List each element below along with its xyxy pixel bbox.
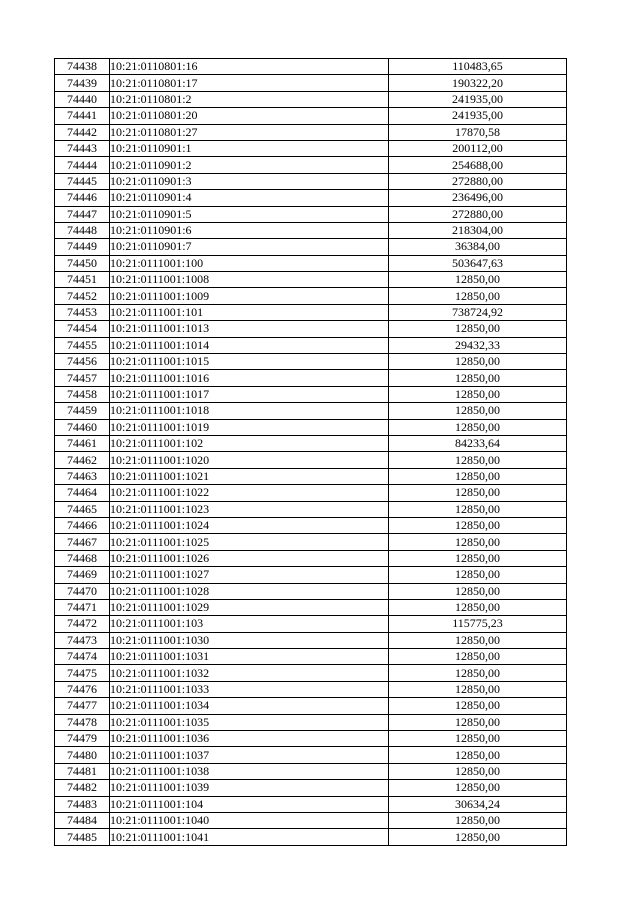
value-cell: 17870,58 (389, 124, 567, 140)
table-row (55, 222, 567, 238)
row-number-cell: 74468 (55, 550, 110, 566)
table-row (55, 140, 567, 156)
table-row (55, 337, 567, 353)
row-number-cell: 74467 (55, 534, 110, 550)
row-number-cell: 74476 (55, 681, 110, 697)
cadastral-number-cell: 10:21:0111001:1039 (110, 780, 389, 796)
value-cell: 12850,00 (389, 829, 567, 845)
value-cell: 12850,00 (389, 780, 567, 796)
row-number-cell: 74475 (55, 665, 110, 681)
row-number-cell: 74465 (55, 501, 110, 517)
value-cell: 12850,00 (389, 485, 567, 501)
table-row (55, 763, 567, 779)
table-row (55, 124, 567, 140)
table-row (55, 304, 567, 320)
value-cell: 12850,00 (389, 747, 567, 763)
row-number-cell: 74457 (55, 370, 110, 386)
value-cell: 12850,00 (389, 763, 567, 779)
value-cell: 30634,24 (389, 796, 567, 812)
value-cell: 12850,00 (389, 288, 567, 304)
row-number-cell: 74445 (55, 173, 110, 189)
value-cell: 12850,00 (389, 698, 567, 714)
cadastral-number-cell: 10:21:0111001:1035 (110, 714, 389, 730)
table-row (55, 108, 567, 124)
table-row (55, 747, 567, 763)
value-cell: 12850,00 (389, 386, 567, 402)
row-number-cell: 74439 (55, 75, 110, 91)
row-number-cell: 74446 (55, 190, 110, 206)
value-cell: 218304,00 (389, 222, 567, 238)
value-cell: 12850,00 (389, 567, 567, 583)
value-cell: 241935,00 (389, 108, 567, 124)
cadastral-number-cell: 10:21:0111001:102 (110, 435, 389, 451)
cadastral-number-cell: 10:21:0110901:3 (110, 173, 389, 189)
cadastral-number-cell: 10:21:0110901:4 (110, 190, 389, 206)
value-cell: 36384,00 (389, 239, 567, 255)
value-cell: 12850,00 (389, 550, 567, 566)
table-row (55, 731, 567, 747)
cadastral-number-cell: 10:21:0111001:1019 (110, 419, 389, 435)
cadastral-number-cell: 10:21:0111001:1033 (110, 681, 389, 697)
table-row (55, 714, 567, 730)
cadastral-number-cell: 10:21:0111001:1013 (110, 321, 389, 337)
row-number-cell: 74482 (55, 780, 110, 796)
table-row (55, 419, 567, 435)
table-row (55, 206, 567, 222)
value-cell: 12850,00 (389, 354, 567, 370)
cadastral-number-cell: 10:21:0110901:6 (110, 222, 389, 238)
cadastral-number-cell: 10:21:0111001:1015 (110, 354, 389, 370)
cadastral-number-cell: 10:21:0111001:1029 (110, 599, 389, 615)
table-row (55, 468, 567, 484)
table-row (55, 780, 567, 796)
row-number-cell: 74479 (55, 731, 110, 747)
table-row (55, 59, 567, 75)
value-cell: 12850,00 (389, 517, 567, 533)
cadastral-number-cell: 10:21:0110801:20 (110, 108, 389, 124)
cadastral-number-cell: 10:21:0110901:7 (110, 239, 389, 255)
row-number-cell: 74441 (55, 108, 110, 124)
cadastral-number-cell: 10:21:0111001:1023 (110, 501, 389, 517)
cadastral-number-cell: 10:21:0110901:2 (110, 157, 389, 173)
row-number-cell: 74477 (55, 698, 110, 714)
row-number-cell: 74466 (55, 517, 110, 533)
table-row (55, 321, 567, 337)
row-number-cell: 74472 (55, 616, 110, 632)
table-row (55, 485, 567, 501)
row-number-cell: 74481 (55, 763, 110, 779)
table-row (55, 75, 567, 91)
table-row (55, 649, 567, 665)
value-cell: 503647,63 (389, 255, 567, 271)
row-number-cell: 74484 (55, 812, 110, 828)
cadastral-number-cell: 10:21:0111001:101 (110, 304, 389, 320)
value-cell: 12850,00 (389, 321, 567, 337)
table-row (55, 698, 567, 714)
value-cell: 12850,00 (389, 649, 567, 665)
row-number-cell: 74448 (55, 222, 110, 238)
table-row (55, 403, 567, 419)
value-cell: 12850,00 (389, 419, 567, 435)
value-cell: 84233,64 (389, 435, 567, 451)
table-row (55, 190, 567, 206)
row-number-cell: 74480 (55, 747, 110, 763)
row-number-cell: 74463 (55, 468, 110, 484)
value-cell: 190322,20 (389, 75, 567, 91)
cadastral-number-cell: 10:21:0111001:1014 (110, 337, 389, 353)
table-row (55, 583, 567, 599)
cadastral-number-cell: 10:21:0111001:1028 (110, 583, 389, 599)
cadastral-number-cell: 10:21:0111001:1018 (110, 403, 389, 419)
row-number-cell: 74459 (55, 403, 110, 419)
row-number-cell: 74469 (55, 567, 110, 583)
cadastral-number-cell: 10:21:0111001:1036 (110, 731, 389, 747)
row-number-cell: 74471 (55, 599, 110, 615)
value-cell: 12850,00 (389, 681, 567, 697)
value-cell: 272880,00 (389, 173, 567, 189)
row-number-cell: 74442 (55, 124, 110, 140)
value-cell: 12850,00 (389, 534, 567, 550)
row-number-cell: 74450 (55, 255, 110, 271)
value-cell: 12850,00 (389, 714, 567, 730)
table-row (55, 239, 567, 255)
value-cell: 236496,00 (389, 190, 567, 206)
cadastral-number-cell: 10:21:0111001:1022 (110, 485, 389, 501)
value-cell: 241935,00 (389, 91, 567, 107)
cadastral-number-cell: 10:21:0111001:100 (110, 255, 389, 271)
cadastral-number-cell: 10:21:0111001:1034 (110, 698, 389, 714)
cadastral-number-cell: 10:21:0111001:104 (110, 796, 389, 812)
cadastral-number-cell: 10:21:0111001:1040 (110, 812, 389, 828)
row-number-cell: 74443 (55, 140, 110, 156)
table-row (55, 452, 567, 468)
row-number-cell: 74455 (55, 337, 110, 353)
cadastral-number-cell: 10:21:0111001:103 (110, 616, 389, 632)
value-cell: 12850,00 (389, 501, 567, 517)
table-row (55, 517, 567, 533)
row-number-cell: 74458 (55, 386, 110, 402)
value-cell: 272880,00 (389, 206, 567, 222)
table-row (55, 665, 567, 681)
cadastral-value-table (54, 58, 567, 846)
row-number-cell: 74473 (55, 632, 110, 648)
cadastral-number-cell: 10:21:0111001:1032 (110, 665, 389, 681)
table-row (55, 829, 567, 845)
table-row (55, 632, 567, 648)
row-number-cell: 74485 (55, 829, 110, 845)
table-row (55, 386, 567, 402)
cadastral-number-cell: 10:21:0111001:1009 (110, 288, 389, 304)
row-number-cell: 74478 (55, 714, 110, 730)
cadastral-number-cell: 10:21:0110801:16 (110, 59, 389, 75)
cadastral-number-cell: 10:21:0111001:1031 (110, 649, 389, 665)
value-cell: 200112,00 (389, 140, 567, 156)
cadastral-number-cell: 10:21:0111001:1025 (110, 534, 389, 550)
table-body (55, 59, 567, 846)
cadastral-number-cell: 10:21:0111001:1038 (110, 763, 389, 779)
table-row (55, 91, 567, 107)
table-row (55, 796, 567, 812)
cadastral-number-cell: 10:21:0111001:1020 (110, 452, 389, 468)
cadastral-number-cell: 10:21:0111001:1017 (110, 386, 389, 402)
cadastral-number-cell: 10:21:0111001:1024 (110, 517, 389, 533)
cadastral-number-cell: 10:21:0110801:27 (110, 124, 389, 140)
row-number-cell: 74460 (55, 419, 110, 435)
table-row (55, 599, 567, 615)
document-page (54, 58, 566, 846)
row-number-cell: 74452 (55, 288, 110, 304)
value-cell: 115775,23 (389, 616, 567, 632)
row-number-cell: 74474 (55, 649, 110, 665)
value-cell: 12850,00 (389, 370, 567, 386)
cadastral-number-cell: 10:21:0111001:1016 (110, 370, 389, 386)
row-number-cell: 74464 (55, 485, 110, 501)
value-cell: 12850,00 (389, 731, 567, 747)
value-cell: 738724,92 (389, 304, 567, 320)
table-row (55, 534, 567, 550)
table-row (55, 370, 567, 386)
cadastral-number-cell: 10:21:0110801:2 (110, 91, 389, 107)
table-row (55, 501, 567, 517)
value-cell: 12850,00 (389, 665, 567, 681)
cadastral-number-cell: 10:21:0110901:5 (110, 206, 389, 222)
value-cell: 12850,00 (389, 272, 567, 288)
table-row (55, 288, 567, 304)
row-number-cell: 74461 (55, 435, 110, 451)
row-number-cell: 74462 (55, 452, 110, 468)
cadastral-number-cell: 10:21:0111001:1021 (110, 468, 389, 484)
row-number-cell: 74438 (55, 59, 110, 75)
table-row (55, 681, 567, 697)
value-cell: 12850,00 (389, 403, 567, 419)
cadastral-number-cell: 10:21:0111001:1030 (110, 632, 389, 648)
value-cell: 29432,33 (389, 337, 567, 353)
row-number-cell: 74456 (55, 354, 110, 370)
value-cell: 12850,00 (389, 632, 567, 648)
value-cell: 12850,00 (389, 468, 567, 484)
table-row (55, 550, 567, 566)
value-cell: 12850,00 (389, 599, 567, 615)
cadastral-number-cell: 10:21:0111001:1027 (110, 567, 389, 583)
table-row (55, 435, 567, 451)
value-cell: 12850,00 (389, 452, 567, 468)
table-row (55, 272, 567, 288)
row-number-cell: 74440 (55, 91, 110, 107)
value-cell: 110483,65 (389, 59, 567, 75)
value-cell: 12850,00 (389, 812, 567, 828)
table-row (55, 567, 567, 583)
row-number-cell: 74470 (55, 583, 110, 599)
value-cell: 12850,00 (389, 583, 567, 599)
table-row (55, 173, 567, 189)
cadastral-number-cell: 10:21:0110801:17 (110, 75, 389, 91)
table-row (55, 616, 567, 632)
table-row (55, 255, 567, 271)
cadastral-number-cell: 10:21:0111001:1008 (110, 272, 389, 288)
cadastral-number-cell: 10:21:0111001:1037 (110, 747, 389, 763)
cadastral-number-cell: 10:21:0110901:1 (110, 140, 389, 156)
row-number-cell: 74444 (55, 157, 110, 173)
row-number-cell: 74451 (55, 272, 110, 288)
table-row (55, 354, 567, 370)
row-number-cell: 74483 (55, 796, 110, 812)
row-number-cell: 74447 (55, 206, 110, 222)
cadastral-number-cell: 10:21:0111001:1041 (110, 829, 389, 845)
row-number-cell: 74453 (55, 304, 110, 320)
table-row (55, 157, 567, 173)
value-cell: 254688,00 (389, 157, 567, 173)
row-number-cell: 74454 (55, 321, 110, 337)
table-row (55, 812, 567, 828)
cadastral-number-cell: 10:21:0111001:1026 (110, 550, 389, 566)
row-number-cell: 74449 (55, 239, 110, 255)
